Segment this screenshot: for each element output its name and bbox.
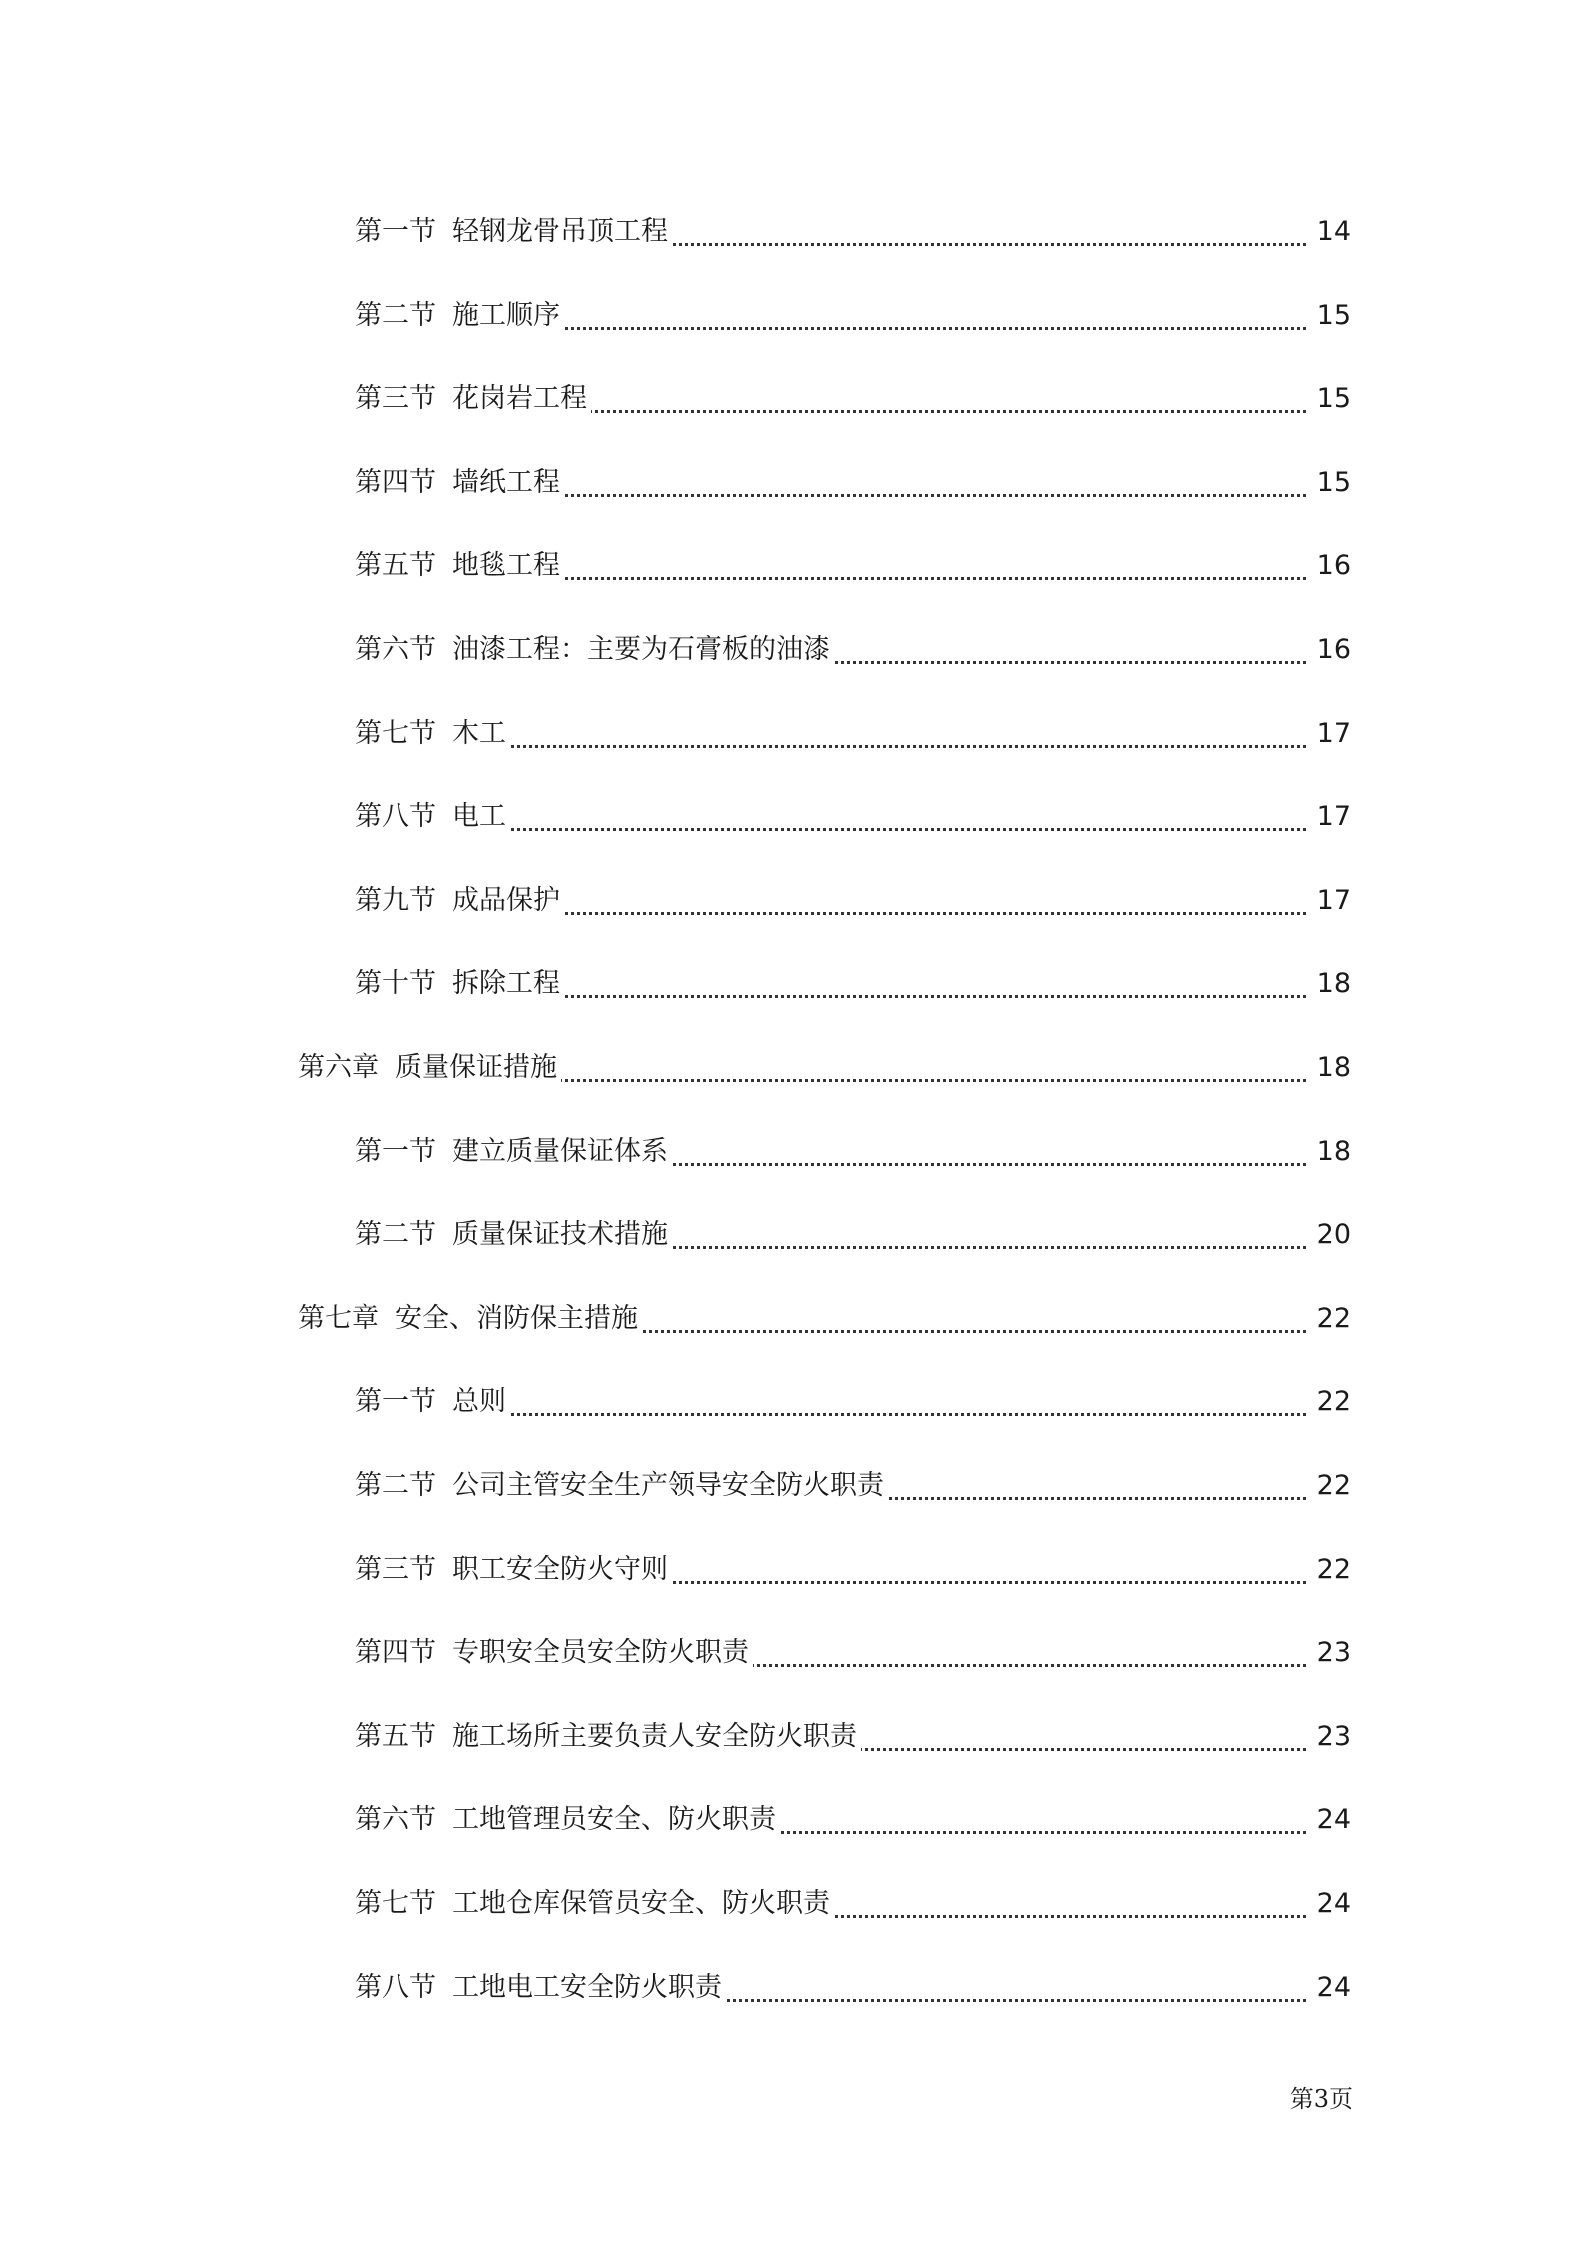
toc-entry[interactable] bbox=[0, 1790, 1586, 1850]
toc-entry-page: 17 bbox=[1316, 884, 1351, 916]
toc-entry-text: 轻钢龙骨吊顶工程 bbox=[452, 216, 668, 247]
toc-entry-text: 施工场所主要负责人安全防火职责 bbox=[452, 1720, 857, 1752]
toc-entry-label: 第二节 bbox=[355, 1470, 436, 1501]
toc-entry-page: 15 bbox=[1316, 383, 1351, 415]
toc-entry-page: 23 bbox=[1316, 1720, 1351, 1752]
toc-entry-text: 工地管理员安全、防火职责 bbox=[452, 1804, 776, 1836]
page-number-footer: 第3页 bbox=[1289, 2085, 1353, 2113]
toc-entry-text: 电工 bbox=[452, 801, 506, 833]
toc-entry-label: 第四节 bbox=[355, 1637, 436, 1669]
toc-entry[interactable] bbox=[0, 286, 1586, 346]
toc-entry-text: 拆除工程 bbox=[452, 968, 560, 1000]
toc-entry-text: 花岗岩工程 bbox=[452, 383, 587, 415]
toc-entry-label: 第六节 bbox=[355, 1804, 436, 1836]
toc-entry[interactable] bbox=[0, 536, 1586, 596]
toc-entry-title bbox=[298, 1038, 561, 1098]
toc-entry-title bbox=[355, 1623, 753, 1683]
toc-entry-page: 18 bbox=[1316, 968, 1351, 1000]
toc-entry-label: 第十节 bbox=[355, 968, 436, 1000]
toc-entry-title bbox=[355, 954, 564, 1014]
toc-entry-title bbox=[355, 536, 564, 596]
toc-entry-label: 第九节 bbox=[355, 884, 436, 916]
toc-entry-title bbox=[355, 286, 564, 346]
toc-entry-page: 17 bbox=[1316, 717, 1351, 749]
toc-entry[interactable] bbox=[0, 202, 1586, 262]
toc-leader-dots bbox=[380, 828, 1306, 831]
toc-entry-text: 地毯工程 bbox=[452, 550, 560, 582]
toc-entry-text: 安全、消防保主措施 bbox=[395, 1302, 638, 1334]
toc-entry-label: 第二节 bbox=[355, 299, 436, 331]
toc-entry-label: 第八节 bbox=[355, 1971, 436, 2003]
toc-leader-dots bbox=[380, 1413, 1306, 1416]
toc-entry-label: 第五节 bbox=[355, 550, 436, 582]
toc-entry-text: 成品保护 bbox=[452, 884, 560, 916]
toc-entry-text: 油漆工程：主要为石膏板的油漆 bbox=[452, 634, 830, 665]
toc-entry-page: 22 bbox=[1316, 1302, 1351, 1334]
toc-entry-label: 第一节 bbox=[355, 216, 436, 247]
toc-entry-page: 16 bbox=[1316, 550, 1351, 582]
toc-entry[interactable] bbox=[0, 1958, 1586, 2018]
toc-entry-page: 18 bbox=[1316, 1135, 1351, 1167]
toc-entry-page: 22 bbox=[1316, 1553, 1351, 1585]
toc-entry[interactable] bbox=[0, 954, 1586, 1014]
toc-chapter-entry[interactable] bbox=[0, 1038, 1586, 1098]
toc-entry-text: 职工安全防火守则 bbox=[452, 1553, 668, 1585]
toc-entry-title bbox=[355, 1707, 861, 1767]
toc-entry-page: 24 bbox=[1316, 1888, 1351, 1919]
toc-entry-page: 14 bbox=[1316, 216, 1351, 247]
toc-entry[interactable] bbox=[0, 1205, 1586, 1265]
toc-entry-label: 第七节 bbox=[355, 1888, 436, 1919]
toc-entry-page: 18 bbox=[1316, 1052, 1351, 1083]
toc-entry-title bbox=[355, 1372, 510, 1432]
toc-entry-label: 第三节 bbox=[355, 1553, 436, 1585]
toc-entry-page: 24 bbox=[1316, 1971, 1351, 2003]
toc-entry[interactable] bbox=[0, 620, 1586, 680]
toc-entry-page: 22 bbox=[1316, 1470, 1351, 1501]
toc-entry[interactable] bbox=[0, 1707, 1586, 1767]
toc-entry-text: 工地电工安全防火职责 bbox=[452, 1971, 722, 2003]
toc-entry-text: 施工顺序 bbox=[452, 299, 560, 331]
toc-entry-label: 第七章 bbox=[298, 1302, 379, 1334]
toc-entry[interactable] bbox=[0, 1540, 1586, 1600]
toc-entry-label: 第五节 bbox=[355, 1720, 436, 1752]
toc-entry-page: 17 bbox=[1316, 801, 1351, 833]
toc-entry-title bbox=[355, 1790, 780, 1850]
toc-entry-page: 15 bbox=[1316, 299, 1351, 331]
toc-entry-page: 15 bbox=[1316, 466, 1351, 498]
toc-entry-text: 建立质量保证体系 bbox=[452, 1135, 668, 1167]
toc-entry-text: 墙纸工程 bbox=[452, 466, 560, 498]
toc-entry[interactable] bbox=[0, 1874, 1586, 1934]
toc-entry-title bbox=[355, 704, 510, 764]
toc-entry-text: 质量保证技术措施 bbox=[452, 1219, 668, 1251]
toc-entry-title bbox=[355, 1958, 726, 2018]
toc-entry-text: 专职安全员安全防火职责 bbox=[452, 1637, 749, 1669]
toc-entry-title bbox=[355, 1456, 888, 1516]
toc-entry-title bbox=[355, 202, 672, 262]
toc-entry-text: 质量保证措施 bbox=[395, 1052, 557, 1083]
toc-entry-title bbox=[355, 1874, 834, 1934]
toc-entry[interactable] bbox=[0, 787, 1586, 847]
toc-leader-dots bbox=[380, 745, 1306, 748]
toc-entry-text: 总则 bbox=[452, 1386, 506, 1418]
toc-entry-text: 工地仓库保管员安全、防火职责 bbox=[452, 1888, 830, 1919]
toc-entry-label: 第四节 bbox=[355, 466, 436, 498]
toc-entry-label: 第二节 bbox=[355, 1219, 436, 1251]
toc-entry-title bbox=[355, 1122, 672, 1182]
toc-entry-title bbox=[298, 1289, 642, 1349]
toc-entry[interactable] bbox=[0, 369, 1586, 429]
toc-entry-title bbox=[355, 787, 510, 847]
toc-entry-label: 第一节 bbox=[355, 1386, 436, 1418]
toc-entry-page: 23 bbox=[1316, 1637, 1351, 1669]
toc-entry-label: 第七节 bbox=[355, 717, 436, 749]
toc-entry[interactable] bbox=[0, 453, 1586, 513]
toc-entry-text: 木工 bbox=[452, 717, 506, 749]
toc-entry-label: 第六节 bbox=[355, 634, 436, 665]
toc-entry-title bbox=[355, 871, 564, 931]
toc-entry-label: 第三节 bbox=[355, 383, 436, 415]
toc-entry-title bbox=[355, 369, 591, 429]
toc-entry-page: 16 bbox=[1316, 634, 1351, 665]
toc-entry[interactable] bbox=[0, 1623, 1586, 1683]
toc-entry-label: 第六章 bbox=[298, 1052, 379, 1083]
toc-entry-title bbox=[355, 453, 564, 513]
toc-entry-page: 24 bbox=[1316, 1804, 1351, 1836]
toc-entry-title bbox=[355, 1540, 672, 1600]
toc-chapter-entry[interactable] bbox=[0, 1289, 1586, 1349]
toc-entry[interactable] bbox=[0, 704, 1586, 764]
toc-entry-title bbox=[355, 620, 834, 680]
toc-entry[interactable] bbox=[0, 1456, 1586, 1516]
toc-entry[interactable] bbox=[0, 1122, 1586, 1182]
toc-entry[interactable] bbox=[0, 871, 1586, 931]
toc-entry-title bbox=[355, 1205, 672, 1265]
toc-entry-label: 第一节 bbox=[355, 1135, 436, 1167]
toc-entry[interactable] bbox=[0, 1372, 1586, 1432]
toc-entry-label: 第八节 bbox=[355, 801, 436, 833]
toc-entry-text: 公司主管安全生产领导安全防火职责 bbox=[452, 1470, 884, 1501]
toc-entry-page: 20 bbox=[1316, 1219, 1351, 1251]
toc-entry-page: 22 bbox=[1316, 1386, 1351, 1418]
